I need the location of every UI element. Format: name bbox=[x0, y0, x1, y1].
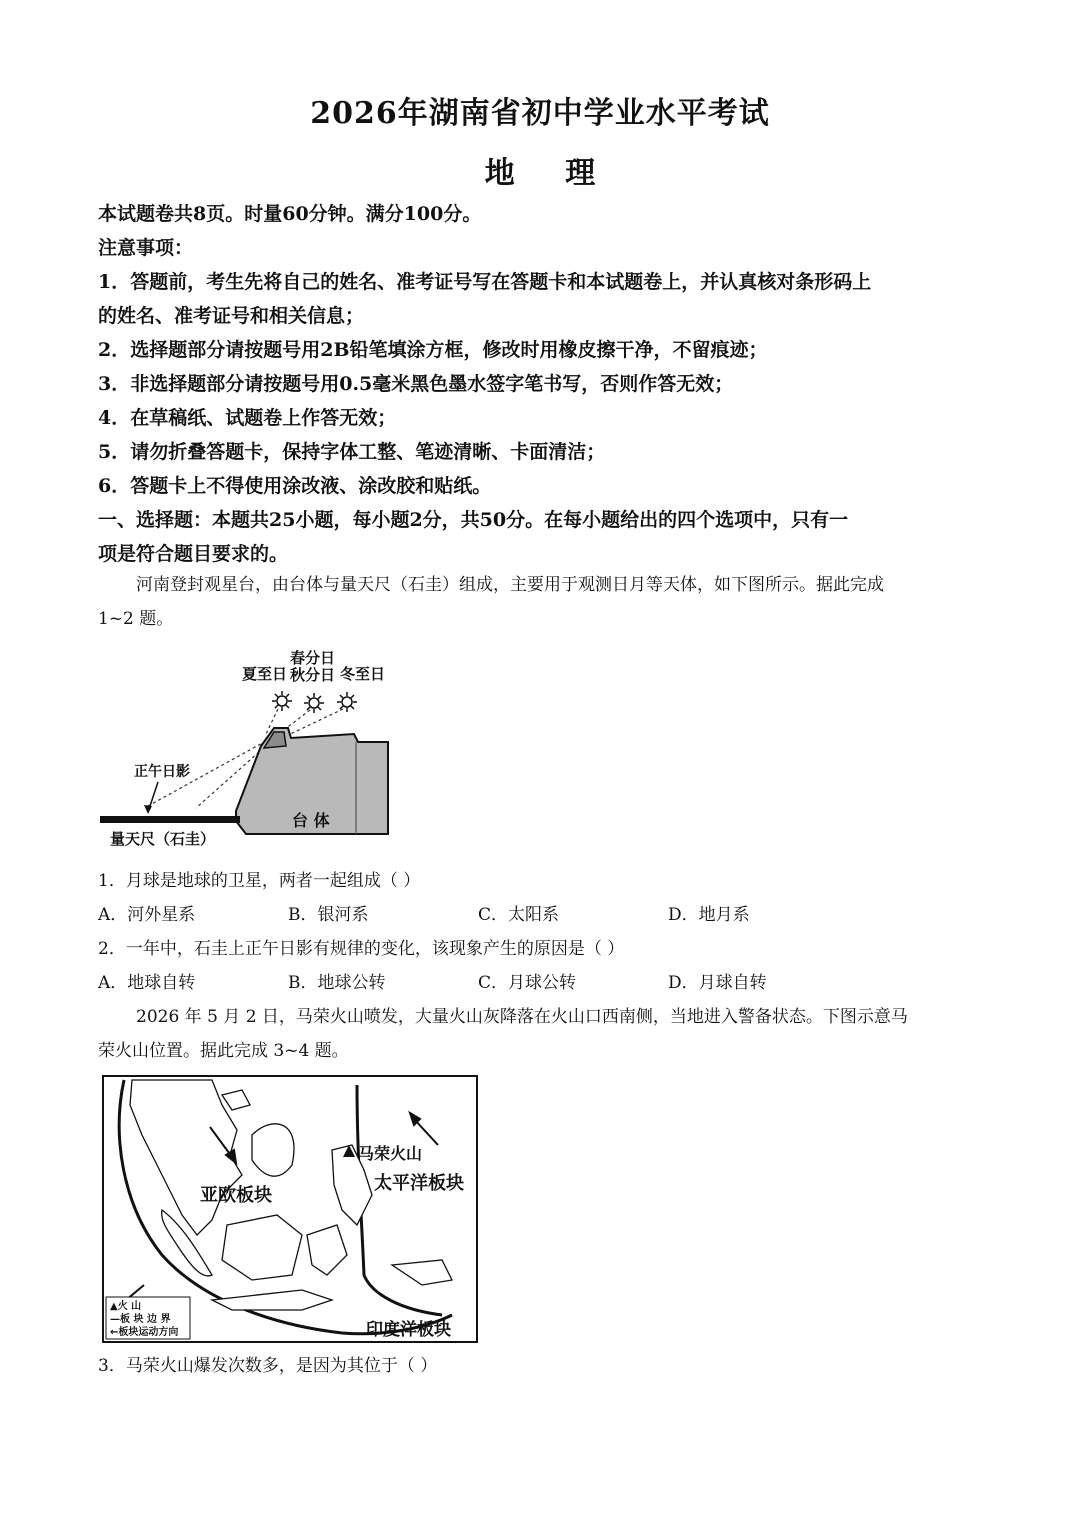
spring-equinox-label: 春分日 bbox=[290, 649, 336, 667]
exam-title: 2026年湖南省初中学业水平考试 bbox=[310, 96, 770, 131]
note-1: 1．答题前，考生先将自己的姓名、准考证号写在答题卡和本试题卷上，并认真核对条形码上 bbox=[98, 271, 872, 293]
exam-info: 本试题卷共8页。时量60分钟。满分100分。 bbox=[98, 203, 482, 225]
notice-title: 注意事项： bbox=[98, 237, 194, 259]
question-2-option-c[interactable]: C．月球公转 bbox=[478, 973, 577, 993]
pacific-plate-label: 太平洋板块 bbox=[374, 1173, 464, 1194]
passage2-line1: 2026 年 5 月 2 日，马荣火山喷发，大量火山灰降落在火山口西南侧，当地进入警备状态。下图示意马 bbox=[136, 1007, 908, 1027]
question-1-option-b[interactable]: B．银河系 bbox=[288, 905, 369, 925]
eurasian-plate-label: 亚欧板块 bbox=[200, 1185, 272, 1206]
sun-icon bbox=[337, 692, 357, 712]
platform-label: 台 体 bbox=[292, 811, 330, 830]
summer-solstice-label: 夏至日 bbox=[242, 665, 288, 683]
question-2-option-d[interactable]: D．月球自转 bbox=[668, 973, 767, 993]
section-heading-cont: 项是符合题目要求的。 bbox=[98, 543, 289, 565]
question-1-option-a[interactable]: A．河外星系 bbox=[98, 905, 196, 925]
ruler-label: 量天尺（石圭） bbox=[110, 830, 216, 848]
passage1-line2: 1~2 题。 bbox=[98, 609, 174, 629]
question-1-option-c[interactable]: C．太阳系 bbox=[478, 905, 560, 925]
section-heading: 一、选择题：本题共25小题，每小题2分，共50分。在每小题给出的四个选项中，只有一 bbox=[98, 509, 849, 531]
winter-solstice-label: 冬至日 bbox=[340, 665, 386, 683]
subject-title: 地 理 bbox=[484, 156, 596, 191]
observatory-figure bbox=[96, 646, 426, 854]
mayon-volcano-map bbox=[102, 1075, 478, 1343]
autumn-equinox-label: 秋分日 bbox=[290, 666, 336, 684]
legend-plate-boundary: —板 块 边 界 bbox=[110, 1314, 171, 1325]
question-1-stem: 1．月球是地球的卫星，两者一起组成（ ） bbox=[98, 871, 421, 891]
question-2-option-a[interactable]: A．地球自转 bbox=[98, 973, 196, 993]
question-2-option-b[interactable]: B．地球公转 bbox=[288, 973, 386, 993]
passage1-line1: 河南登封观星台，由台体与量天尺（石圭）组成，主要用于观测日月等天体，如下图所示。据此完成 bbox=[136, 575, 884, 595]
note-2: 2．选择题部分请按题号用2B铅笔填涂方框，修改时用橡皮擦干净，不留痕迹； bbox=[98, 339, 768, 361]
mayon-volcano-label: 马荣火山 bbox=[358, 1144, 423, 1163]
note-6: 6．答题卡上不得使用涂改液、涂改胶和贴纸。 bbox=[98, 475, 492, 497]
stone-ruler bbox=[100, 816, 240, 823]
question-1-option-d[interactable]: D．地月系 bbox=[668, 905, 750, 925]
passage2-line2: 荣火山位置。据此完成 3~4 题。 bbox=[98, 1041, 349, 1061]
question-3-stem: 3．马荣火山爆发次数多，是因为其位于（ ） bbox=[98, 1356, 438, 1376]
legend-plate-motion: ←板块运动方向 bbox=[110, 1327, 179, 1338]
note-3: 3．非选择题部分请按题号用0.5毫米黑色墨水签字笔书写，否则作答无效； bbox=[98, 373, 734, 395]
indian-plate-label: 印度洋板块 bbox=[366, 1320, 451, 1340]
note-4: 4．在草稿纸、试题卷上作答无效； bbox=[98, 407, 397, 429]
question-2-stem: 2．一年中，石圭上正午日影有规律的变化，该现象产生的原因是（ ） bbox=[98, 939, 625, 959]
legend-volcano: ▲火 山 bbox=[110, 1301, 142, 1312]
note-1-cont: 的姓名、准考证号和相关信息； bbox=[98, 305, 365, 327]
sun-icon bbox=[272, 691, 292, 711]
note-5: 5．请勿折叠答题卡，保持字体工整、笔迹清晰、卡面清洁； bbox=[98, 441, 606, 463]
noon-shadow-label: 正午日影 bbox=[134, 764, 190, 780]
sun-icon bbox=[304, 693, 324, 713]
